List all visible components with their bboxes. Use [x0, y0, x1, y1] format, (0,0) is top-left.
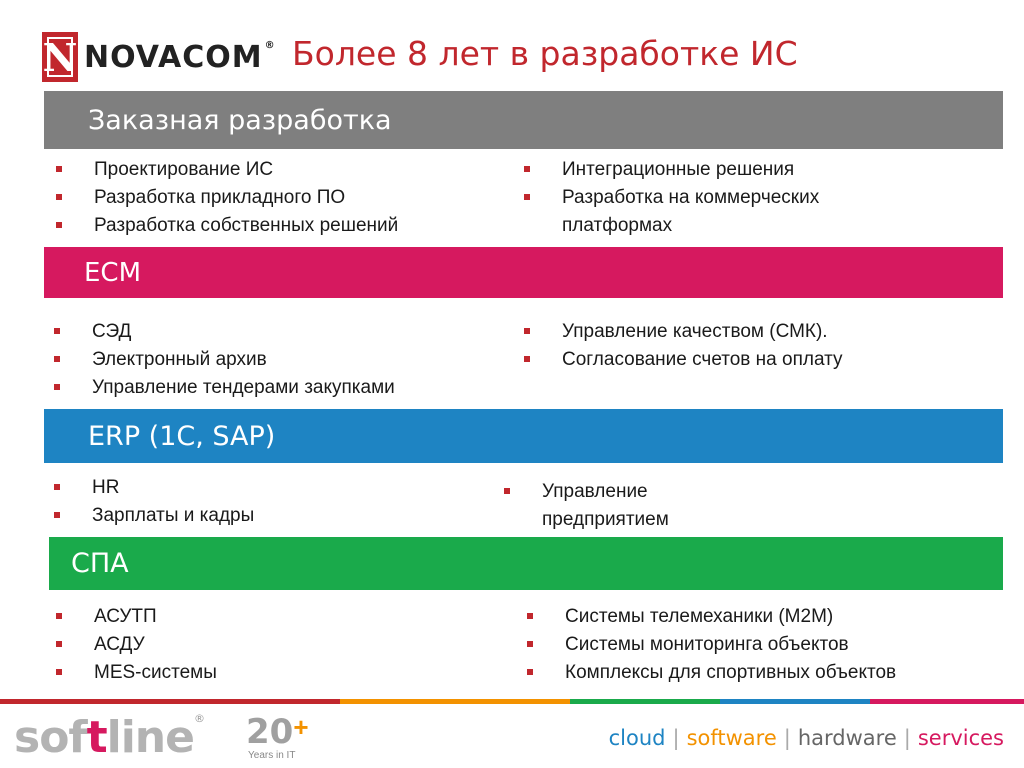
list-item: АСУТП [42, 603, 217, 631]
section-title: СПА [71, 548, 129, 579]
section-1-left-list [42, 156, 398, 240]
list-item: Зарплаты и кадры [40, 502, 254, 530]
tagline-software: software [686, 726, 777, 750]
page-title: Более 8 лет в разработке ИС [292, 34, 798, 73]
list-item: Управление предприятием [490, 478, 730, 534]
list-item: Комплексы для спортивных объектов [513, 659, 896, 687]
section-3-right-list [490, 478, 730, 534]
footer-color-strip [0, 699, 1024, 704]
section-header-ecm [44, 247, 1003, 298]
strip-segment [0, 699, 340, 704]
list-item: Разработка собственных решений [42, 212, 398, 240]
list-item: Интеграционные решения [510, 156, 890, 184]
section-2-left-list [40, 318, 395, 402]
list-item: Согласование счетов на оплату [510, 346, 843, 374]
novacom-logo [42, 32, 276, 82]
list-item: СЭД [40, 318, 395, 346]
section-title: Заказная разработка [88, 104, 392, 136]
list-item: Разработка на коммерческих платформах [510, 184, 890, 240]
list-item: Системы телемеханики (M2M) [513, 603, 896, 631]
list-item: HR [40, 474, 254, 502]
section-title: ECM [84, 257, 142, 288]
section-4-right-list [513, 603, 896, 687]
tagline-services: services [917, 726, 1004, 750]
strip-segment [870, 699, 1024, 704]
section-1-right-list [510, 156, 890, 240]
list-item: Проектирование ИС [42, 156, 398, 184]
list-item: Управление качеством (СМК). [510, 318, 843, 346]
list-item: Системы мониторинга объектов [513, 631, 896, 659]
section-header-custom-development [44, 91, 1003, 149]
strip-segment [340, 699, 570, 704]
list-item: MES-системы [42, 659, 217, 687]
strip-segment [570, 699, 720, 704]
section-title: ERP (1C, SAP) [88, 420, 276, 452]
years-in-it-badge: 20+ Years in IT [246, 712, 309, 761]
section-header-erp [44, 409, 1003, 463]
list-item: Разработка прикладного ПО [42, 184, 398, 212]
footer-tagline: cloud | software | hardware | services [608, 726, 1004, 750]
section-4-left-list [42, 603, 217, 687]
novacom-logo-text: NOVACOM ® [84, 39, 276, 75]
list-item: Управление тендерами закупками [40, 374, 395, 402]
section-3-left-list [40, 474, 254, 530]
softline-logo: softline® [14, 712, 204, 763]
tagline-cloud: cloud [608, 726, 666, 750]
section-header-spa [49, 537, 1003, 590]
novacom-logo-mark: N [42, 32, 78, 82]
section-2-right-list [510, 318, 843, 374]
list-item: Электронный архив [40, 346, 395, 374]
tagline-hardware: hardware [797, 726, 897, 750]
strip-segment [720, 699, 870, 704]
list-item: АСДУ [42, 631, 217, 659]
